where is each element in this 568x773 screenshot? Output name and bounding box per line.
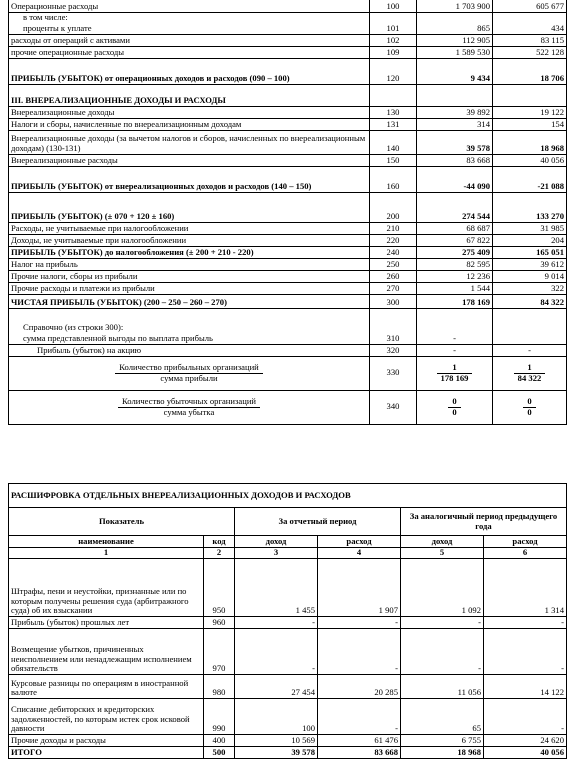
table-row bbox=[9, 234, 567, 246]
cell-c4: 1 907 bbox=[318, 559, 401, 617]
cell-cur: 83 668 bbox=[417, 154, 493, 166]
cell-cur: 274 544 bbox=[417, 192, 493, 222]
cell-c6: - bbox=[484, 699, 567, 735]
cell-prev: 322 bbox=[493, 282, 567, 294]
cell-name: Штрафы, пени и неустойки, признанные или по которым получены решения суда (арбитражного суда) об их взыскании bbox=[9, 559, 204, 617]
breakdown-body bbox=[9, 559, 567, 759]
cell-c4: 61 476 bbox=[318, 735, 401, 747]
cell-code: 140 bbox=[370, 130, 417, 154]
cell-c5: - bbox=[401, 617, 484, 629]
current-period-header: За отчетный период bbox=[235, 508, 401, 536]
cell-code: 990 bbox=[204, 699, 235, 735]
cell-code: 400 bbox=[204, 735, 235, 747]
table-row bbox=[9, 118, 567, 130]
per-share-previous: - bbox=[493, 344, 567, 356]
loss-orgs-cur bbox=[417, 390, 493, 424]
breakdown-table bbox=[8, 483, 567, 759]
cell-code: 131 bbox=[370, 118, 417, 130]
column-number: 2 bbox=[204, 548, 235, 559]
profitable-orgs-cur-count: 1 bbox=[437, 363, 473, 374]
column-number-row bbox=[9, 548, 567, 559]
table-row bbox=[9, 84, 567, 106]
code-header: код bbox=[204, 536, 235, 548]
breakdown-title-row bbox=[9, 484, 567, 508]
cell-code: 160 bbox=[370, 166, 417, 192]
cell-c6: 40 056 bbox=[484, 747, 567, 759]
loss-orgs-prev bbox=[493, 390, 567, 424]
cell-code: 200 bbox=[370, 192, 417, 222]
table-row bbox=[9, 34, 567, 46]
cell-cur: 1 544 bbox=[417, 282, 493, 294]
cell-prev: 40 056 bbox=[493, 154, 567, 166]
reference-row bbox=[9, 332, 567, 344]
cell-code: 100 bbox=[370, 0, 417, 12]
cell-c3: 1 455 bbox=[235, 559, 318, 617]
cell-cur: 39 578 bbox=[417, 130, 493, 154]
cell-name: Прочие доходы и расходы bbox=[9, 735, 204, 747]
table-row bbox=[9, 246, 567, 258]
table-row bbox=[9, 747, 567, 759]
cell-name: Расходы, не учитываемые при налогообложении bbox=[9, 222, 370, 234]
cell-cur bbox=[417, 12, 493, 22]
cell-name: Внереализационные доходы (за вычетом налогов и сборов, начисленных по внереализационным доходам) (130-131) bbox=[9, 130, 370, 154]
cell-code: 300 bbox=[370, 294, 417, 308]
cell-cur: 275 409 bbox=[417, 246, 493, 258]
table-row bbox=[9, 58, 567, 84]
table-row bbox=[9, 735, 567, 747]
dividends-label: сумма представленной выгоды по выплата прибыль bbox=[9, 332, 370, 344]
dividends-current: - bbox=[417, 332, 493, 344]
table-row bbox=[9, 699, 567, 735]
cell-code bbox=[370, 12, 417, 22]
cell-c4: - bbox=[318, 617, 401, 629]
cell-prev: 39 612 bbox=[493, 258, 567, 270]
cell bbox=[493, 308, 567, 332]
cell-c6: 1 314 bbox=[484, 559, 567, 617]
cell-code: 130 bbox=[370, 106, 417, 118]
cell-name: Налоги и сборы, начисленные по внереализационным доходам bbox=[9, 118, 370, 130]
per-share-label: Прибыль (убыток) на акцию bbox=[9, 344, 370, 356]
cell-c6: - bbox=[484, 629, 567, 675]
cell-code: 240 bbox=[370, 246, 417, 258]
cell-c5: 11 056 bbox=[401, 675, 484, 699]
income-header-current: доход bbox=[235, 536, 318, 548]
table-row bbox=[9, 675, 567, 699]
cell-cur: 112 905 bbox=[417, 34, 493, 46]
cell-prev: 165 051 bbox=[493, 246, 567, 258]
dividends-previous bbox=[493, 332, 567, 344]
cell-c5: 1 092 bbox=[401, 559, 484, 617]
cell-c4: 83 668 bbox=[318, 747, 401, 759]
cell-code: 102 bbox=[370, 34, 417, 46]
cell-c3: 100 bbox=[235, 699, 318, 735]
per-share-code: 320 bbox=[370, 344, 417, 356]
cell-name: III. ВНЕРЕАЛИЗАЦИОННЫЕ ДОХОДЫ И РАСХОДЫ bbox=[9, 84, 370, 106]
breakdown-subheader-row bbox=[9, 536, 567, 548]
cell-c6: - bbox=[484, 617, 567, 629]
cell-name: ПРИБЫЛЬ (УБЫТОК) от внереализационных доходов и расходов (140 – 150) bbox=[9, 166, 370, 192]
cell-c3: - bbox=[235, 629, 318, 675]
reference-row bbox=[9, 356, 567, 390]
cell-c3: 39 578 bbox=[235, 747, 318, 759]
cell-name: ИТОГО bbox=[9, 747, 204, 759]
loss-orgs-label bbox=[9, 390, 370, 424]
cell-name: Внереализационные доходы bbox=[9, 106, 370, 118]
table-row bbox=[9, 154, 567, 166]
cell-code bbox=[370, 84, 417, 106]
cell-name: ПРИБЫЛЬ (УБЫТОК) от операционных доходов и расходов (090 – 100) bbox=[9, 58, 370, 84]
cell-c6: 24 620 bbox=[484, 735, 567, 747]
per-share-current: - bbox=[417, 344, 493, 356]
cell-code: 500 bbox=[204, 747, 235, 759]
cell-name: Списание дебиторских и кредиторских задолженностей, по которым истек срок исковой давности bbox=[9, 699, 204, 735]
column-number: 4 bbox=[318, 548, 401, 559]
cell-name: Прочие налоги, сборы из прибыли bbox=[9, 270, 370, 282]
table-row bbox=[9, 166, 567, 192]
column-number: 3 bbox=[235, 548, 318, 559]
cell-cur: 39 892 bbox=[417, 106, 493, 118]
cell-prev: 9 014 bbox=[493, 270, 567, 282]
profitable-orgs-prev-sum: 84 322 bbox=[517, 372, 542, 383]
loss-orgs-cur-count: 0 bbox=[448, 397, 460, 408]
profitable-orgs-prev bbox=[493, 356, 567, 390]
previous-period-header: За аналогичный период предыдущего года bbox=[401, 508, 567, 536]
column-number: 5 bbox=[401, 548, 484, 559]
cell-cur: 12 236 bbox=[417, 270, 493, 282]
cell-prev: 31 985 bbox=[493, 222, 567, 234]
table-row bbox=[9, 106, 567, 118]
cell-name: Операционные расходы bbox=[9, 0, 370, 12]
loss-orgs-prev-sum: 0 bbox=[527, 406, 532, 417]
table-row bbox=[9, 258, 567, 270]
cell-cur bbox=[417, 84, 493, 106]
table-row bbox=[9, 222, 567, 234]
cell-code: 960 bbox=[204, 617, 235, 629]
loss-orgs-prev-count: 0 bbox=[523, 397, 535, 408]
cell-code: 150 bbox=[370, 154, 417, 166]
cell-name: Возмещение убытков, причиненных неисполнением или ненадлежащим исполнением обязательств bbox=[9, 629, 204, 675]
table-row bbox=[9, 130, 567, 154]
cell-c5: - bbox=[401, 629, 484, 675]
cell-prev: -21 088 bbox=[493, 166, 567, 192]
profitable-orgs-sum-label: сумма прибыли bbox=[160, 372, 218, 383]
reference-row bbox=[9, 344, 567, 356]
cell-name: прочие операционные расходы bbox=[9, 46, 370, 58]
loss-orgs-sum-label: сумма убытка bbox=[163, 406, 215, 417]
cell-name: проценты к уплате bbox=[9, 22, 370, 34]
cell bbox=[370, 308, 417, 332]
cell-prev: 133 270 bbox=[493, 192, 567, 222]
breakdown-title: РАСШИФРОВКА ОТДЕЛЬНЫХ ВНЕРЕАЛИЗАЦИОННЫХ ДОХОДОВ И РАСХОДОВ bbox=[9, 484, 567, 508]
expense-header-previous: расход bbox=[484, 536, 567, 548]
cell-cur: 67 822 bbox=[417, 234, 493, 246]
profitable-orgs-cur-sum: 178 169 bbox=[440, 372, 469, 383]
table-row bbox=[9, 0, 567, 12]
cell-name: Доходы, не учитываемые при налогообложении bbox=[9, 234, 370, 246]
cell-cur: 865 bbox=[417, 22, 493, 34]
cell-code: 109 bbox=[370, 46, 417, 58]
cell-c4: 20 285 bbox=[318, 675, 401, 699]
cell-name: ПРИБЫЛЬ (УБЫТОК) (± 070 + 120 ± 160) bbox=[9, 192, 370, 222]
cell-prev: 19 122 bbox=[493, 106, 567, 118]
cell-c3: - bbox=[235, 617, 318, 629]
cell-prev: 605 677 bbox=[493, 0, 567, 12]
profit-loss-body bbox=[9, 0, 567, 424]
column-number: 1 bbox=[9, 548, 204, 559]
profitable-orgs-label bbox=[9, 356, 370, 390]
reference-row bbox=[9, 308, 567, 332]
column-number: 6 bbox=[484, 548, 567, 559]
cell-c3: 10 569 bbox=[235, 735, 318, 747]
cell-name: Прочие расходы и платежи из прибыли bbox=[9, 282, 370, 294]
cell-name: Налог на прибыль bbox=[9, 258, 370, 270]
cell-cur: 314 bbox=[417, 118, 493, 130]
table-row bbox=[9, 46, 567, 58]
cell-name: ПРИБЫЛЬ (УБЫТОК) до налогообложения (± 200 + 210 - 220) bbox=[9, 246, 370, 258]
cell-code: 220 bbox=[370, 234, 417, 246]
indicator-header: Показатель bbox=[9, 508, 235, 536]
profit-loss-table bbox=[8, 0, 567, 425]
cell-cur: 1 703 900 bbox=[417, 0, 493, 12]
cell-cur: 9 434 bbox=[417, 58, 493, 84]
table-row bbox=[9, 629, 567, 675]
cell-prev: 154 bbox=[493, 118, 567, 130]
cell-c5: 6 755 bbox=[401, 735, 484, 747]
cell-prev: 84 322 bbox=[493, 294, 567, 308]
cell-prev: 83 115 bbox=[493, 34, 567, 46]
cell-prev: 522 128 bbox=[493, 46, 567, 58]
cell-c6: 14 122 bbox=[484, 675, 567, 699]
cell-name: расходы от операций с активами bbox=[9, 34, 370, 46]
cell-prev: 18 706 bbox=[493, 58, 567, 84]
cell-prev bbox=[493, 12, 567, 22]
cell-c3: 27 454 bbox=[235, 675, 318, 699]
cell-name: ЧИСТАЯ ПРИБЫЛЬ (УБЫТОК) (200 – 250 – 260 – 270) bbox=[9, 294, 370, 308]
loss-orgs-count-label: Количество убыточных организаций bbox=[118, 397, 260, 408]
name-header: наименование bbox=[9, 536, 204, 548]
cell-prev: 18 968 bbox=[493, 130, 567, 154]
table-row bbox=[9, 192, 567, 222]
cell-code: 120 bbox=[370, 58, 417, 84]
cell-cur: 1 589 530 bbox=[417, 46, 493, 58]
dividends-code: 310 bbox=[370, 332, 417, 344]
profitable-orgs-code: 330 bbox=[370, 356, 417, 390]
cell-code: 270 bbox=[370, 282, 417, 294]
cell-cur: 68 687 bbox=[417, 222, 493, 234]
cell-name: Курсовые разницы по операциям в иностранной валюте bbox=[9, 675, 204, 699]
income-header-previous: доход bbox=[401, 536, 484, 548]
cell-prev bbox=[493, 84, 567, 106]
cell-code: 950 bbox=[204, 559, 235, 617]
cell-prev: 204 bbox=[493, 234, 567, 246]
profitable-orgs-prev-count: 1 bbox=[514, 363, 546, 374]
cell bbox=[417, 308, 493, 332]
loss-orgs-cur-sum: 0 bbox=[452, 406, 457, 417]
cell-prev: 434 bbox=[493, 22, 567, 34]
cell-code: 980 bbox=[204, 675, 235, 699]
cell-code: 250 bbox=[370, 258, 417, 270]
table-row bbox=[9, 559, 567, 617]
cell-c4: - bbox=[318, 629, 401, 675]
table-row bbox=[9, 12, 567, 22]
cell-name: в том числе: bbox=[9, 12, 370, 22]
cell-c5: 65 bbox=[401, 699, 484, 735]
loss-orgs-code: 340 bbox=[370, 390, 417, 424]
table-row bbox=[9, 282, 567, 294]
table-row bbox=[9, 617, 567, 629]
cell-name: Прибыль (убыток) прошлых лет bbox=[9, 617, 204, 629]
expense-header-current: расход bbox=[318, 536, 401, 548]
breakdown-header-row bbox=[9, 508, 567, 536]
cell-cur: 178 169 bbox=[417, 294, 493, 308]
cell-code: 970 bbox=[204, 629, 235, 675]
table-row bbox=[9, 294, 567, 308]
cell-cur: 82 595 bbox=[417, 258, 493, 270]
cell-c5: 18 968 bbox=[401, 747, 484, 759]
profitable-orgs-cur bbox=[417, 356, 493, 390]
reference-row bbox=[9, 390, 567, 424]
cell-code: 210 bbox=[370, 222, 417, 234]
cell-c4: - bbox=[318, 699, 401, 735]
reference-intro: Справочно (из строки 300): bbox=[9, 308, 370, 332]
table-row bbox=[9, 270, 567, 282]
profitable-orgs-count-label: Количество прибыльных организаций bbox=[115, 363, 263, 374]
cell-cur: -44 090 bbox=[417, 166, 493, 192]
cell-name: Внереализационные расходы bbox=[9, 154, 370, 166]
cell-code: 260 bbox=[370, 270, 417, 282]
cell-code: 101 bbox=[370, 22, 417, 34]
table-row bbox=[9, 22, 567, 34]
